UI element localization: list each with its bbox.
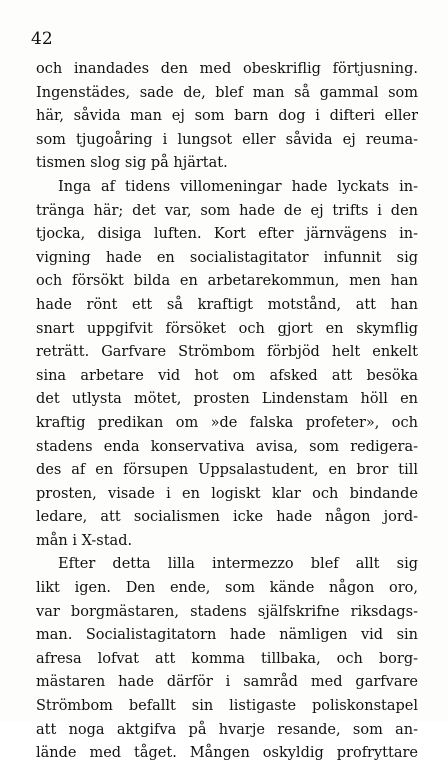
text-line: kraftig predikan om »de falska profeter», och [36,414,418,431]
text-line: hade rönt ett så kraftigt motstånd, att han [36,296,418,313]
text-line: det utlysta mötet, prosten Lindenstam höll en [36,391,418,408]
text-line: des af en försupen Uppsalastudent, en bror till [36,462,418,479]
text-line: Strömbom befallt sin listigaste poliskonstapel [36,698,418,715]
text-line: Efter detta lilla intermezzo blef allt sig [58,556,418,573]
text-line: stadens enda konservativa avisa, som redigera- [36,438,418,455]
text-line: tränga här; det var, som hade de ej trifts i den [36,202,418,219]
text-line: mån i X-stad. [36,532,133,549]
text-line: att noga aktgifva på hvarje resande, som an- [36,721,418,738]
text-line: reträtt. Garfvare Strömbom förbjöd helt enkelt [36,344,418,361]
text-line: vigning hade en socialistagitator infunnit sig [36,249,418,266]
text-line: och försökt bilda en arbetarekommun, men han [36,273,418,290]
text-line: och inandades den med obeskriflig förtjusning. [36,61,418,77]
text-line: Ingenstädes, sade de, blef man så gammal som [36,84,418,101]
text-line: Inga af tidens villomeningar hade lyckats in- [58,178,418,195]
text-line: snart uppgifvit försöket och gjort en skymflig [36,320,418,337]
text-line: mästaren hade därför i samråd med garfvare [36,674,418,691]
text-line: prosten, visade i en logiskt klar och bindande [36,485,418,502]
page-text [36,58,418,766]
text-line: här, såvida man ej som barn dog i difteri eller [36,108,418,125]
text-line: sina arbetare vid hot om afsked att besöka [36,367,418,384]
text-line: man. Socialistagitatorn hade nämligen vid sin [36,627,418,644]
text-line: ledare, att socialismen icke hade någon jord- [36,509,418,526]
text-line: som tjugoåring i lungsot eller såvida ej reuma- [36,131,418,148]
text-line: afresa lofvat att komma tillbaka, och borg- [36,650,418,667]
text-line: var borgmästaren, stadens själfskrifne riksdags- [36,603,418,620]
text-line: tjocka, disiga luften. Kort efter järnvägens in- [36,226,418,243]
text-line: likt igen. Den ende, som kände någon oro, [36,580,418,597]
page-number: 42 [31,29,53,49]
text-line: tismen slog sig på hjärtat. [36,155,228,172]
text-line: lände med tåget. Mången oskyldig profryttare [36,745,418,762]
